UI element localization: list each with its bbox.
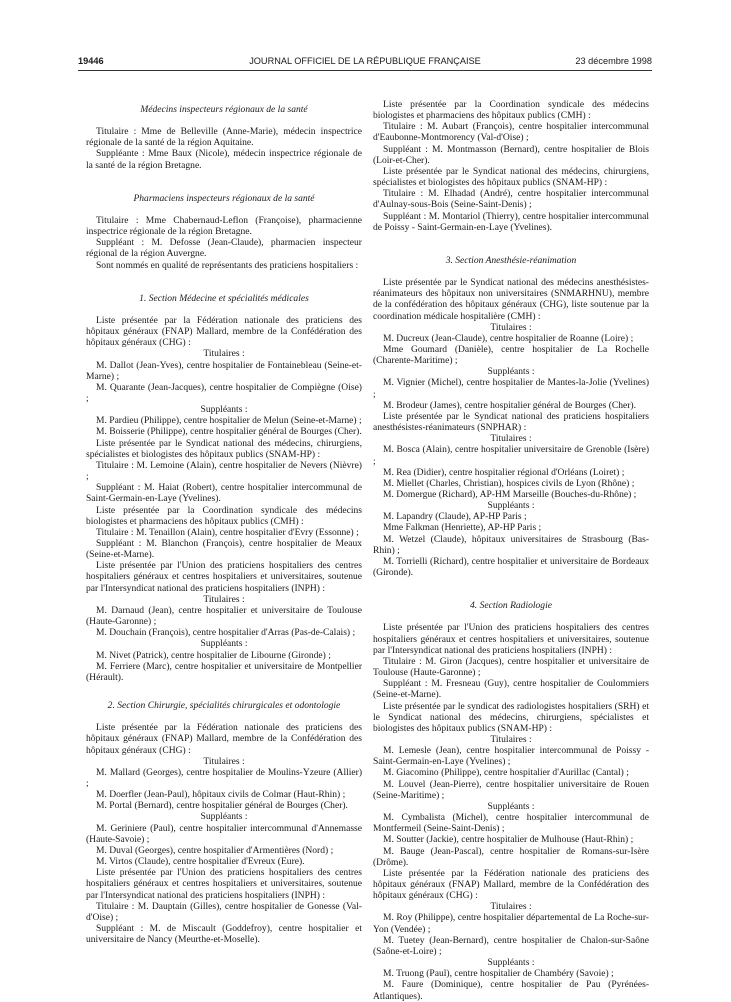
paragraph: Suppléant : M. Haiat (Robert), centre hospitalier intercommunal de Saint-Germain-en-Laye (Yvelines). [86, 482, 362, 505]
paragraph: M. Darnaud (Jean), centre hospitalier et universitaire de Toulouse (Haute-Garonne) ; [86, 604, 362, 628]
left-column [86, 104, 362, 945]
paragraph: M. Lapandry (Claude), AP-HP Paris ; [383, 511, 527, 523]
paragraph: M. Rea (Didier), centre hospitalier régional d'Orléans (Loiret) ; [383, 466, 625, 478]
section-heading: 4. Section Radiologie [470, 600, 552, 612]
header-rule [78, 70, 652, 71]
paragraph: M. Giacomino (Philippe), centre hospitalier d'Aurillac (Cantal) ; [383, 767, 629, 779]
subheading: Suppléants : [487, 500, 535, 512]
paragraph: Liste présentée par le Syndicat national des médecins, chirurgiens, spécialistes et biologistes des hôpitaux publics (SNAM-HP) : [373, 165, 649, 189]
paragraph: Liste présentée par l'Union des praticiens hospitaliers des centres hospitaliers généraux et centres hospitaliers et universitaires, soutenue par l'Intersyndicat national des praticiens hospitaliers (INPH) : [373, 622, 649, 656]
paragraph: Sont nommés en qualité de représentants des praticiens hospitaliers : [96, 259, 359, 271]
paragraph: M. Bauge (Jean-Pascal), centre hospitalier de Romans-sur-Isère (Drôme). [373, 845, 649, 868]
subheading: Titulaires : [203, 348, 245, 360]
issue-date: 23 décembre 1998 [575, 56, 652, 66]
paragraph: Titulaire : M. Dauptain (Gilles), centre hospitalier de Gonesse (Val-d'Oise) ; [86, 900, 362, 923]
subheading: Suppléants : [200, 638, 248, 650]
paragraph: Titulaire : Mme Chabernaud-Leflon (Françoise), pharmacienne inspectrice régionale de la région Bretagne. [86, 214, 362, 238]
paragraph: M. Louvel (Jean-Pierre), centre hospitalier universitaire de Rouen (Seine-Maritime) ; [373, 778, 649, 801]
paragraph: Suppléant : M. Montariol (Thierry), centre hospitalier intercommunal de Poissy - Saint-Germain-en-Laye (Yvelines). [373, 210, 649, 233]
paragraph: M. Pardieu (Philippe), centre hospitalier de Melun (Seine-et-Marne) ; [96, 415, 362, 427]
section-heading: 1. Section Médecine et spécialités médicales [139, 292, 309, 304]
paragraph: M. Virtos (Claude), centre hospitalier d'Evreux (Eure). [96, 856, 305, 868]
subheading: Suppléants : [200, 404, 248, 416]
paragraph: M. Dallot (Jean-Yves), centre hospitalier de Fontainebleau (Seine-et-Marne) ; [86, 359, 362, 382]
paragraph: M. Mallard (Georges), centre hospitalier de Moulins-Yzeure (Allier) ; [86, 766, 362, 789]
paragraph: Suppléant : M. Montmasson (Bernard), centre hospitalier de Blois (Loir-et-Cher). [373, 143, 649, 166]
paragraph: M. Miellet (Charles, Christian), hospices civils de Lyon (Rhône) ; [383, 477, 635, 489]
paragraph: M. Ferriere (Marc), centre hospitalier et universitaire de Montpellier (Hérault). [86, 660, 362, 683]
paragraph: Liste présentée par le Syndicat national des médecins anesthésistes-réanimateurs des hôpitaux non universitaires (SNMARHNU), membre de la confédération des hôpitaux généraux (CHG), liste soutenue par la coordination médicale hospitalière (CMH) : [373, 277, 649, 322]
paragraph: M. Doerfler (Jean-Paul), hôpitaux civils de Colmar (Haut-Rhin) ; [96, 789, 346, 801]
paragraph: M. Lemesle (Jean), centre hospitalier intercommunal de Poissy - Saint-Germain-en-Laye (Yvelines) ; [373, 745, 649, 768]
subheading: Titulaires : [490, 733, 532, 745]
subheading: Suppléants : [487, 800, 535, 812]
paragraph: Liste présentée par la Coordination syndicale des médecins biologistes et pharmaciens des hôpitaux publics (CMH) : [373, 99, 649, 122]
paragraph: M. Geriniere (Paul), centre hospitalier intercommunal d'Annemasse (Haute-Savoie) ; [86, 822, 362, 845]
paragraph: M. Nivet (Patrick), centre hospitalier de Libourne (Gironde) ; [96, 649, 331, 661]
journal-title: JOURNAL OFFICIEL DE LA RÉPUBLIQUE FRANÇAISE [249, 56, 481, 66]
paragraph: Liste présentée par la Coordination syndicale des médecins biologistes et pharmaciens des hôpitaux publics (CMH) : [86, 504, 362, 527]
section-heading: Médecins inspecteurs régionaux de la santé [140, 104, 308, 115]
paragraph: Suppléant : M. Blanchon (François), centre hospitalier de Meaux (Seine-et-Marne). [86, 538, 362, 561]
paragraph: M. Faure (Dominique), centre hospitalier de Pau (Pyrénées-Atlantiques). [373, 979, 649, 1002]
paragraph: M. Torrielli (Richard), centre hospitalier et universitaire de Bordeaux (Gironde). [373, 555, 649, 579]
paragraph: M. Quarante (Jean-Jacques), centre hospitalier de Compiègne (Oise) ; [86, 381, 362, 404]
paragraph: Titulaire : M. Tenaillon (Alain), centre hospitalier d'Evry (Essonne) ; [96, 526, 359, 538]
paragraph: M. Tuetey (Jean-Bernard), centre hospitalier de Chalon-sur-Saône (Saône-et-Loire) ; [373, 934, 649, 957]
subheading: Suppléants : [487, 957, 535, 969]
paragraph: M. Roy (Philippe), centre hospitalier départemental de La Roche-sur-Yon (Vendée) ; [373, 912, 649, 935]
paragraph: Titulaire : M. Lemoine (Alain), centre hospitalier de Nevers (Nièvre) ; [86, 459, 362, 483]
subheading: Titulaires : [203, 755, 245, 767]
paragraph: M. Duval (Georges), centre hospitalier d'Armentières (Nord) ; [96, 844, 334, 856]
paragraph: Suppléant : M. Defosse (Jean-Claude), pharmacien inspecteur régional de la région Auvergne. [86, 237, 362, 260]
paragraph: Liste présentée par l'Union des praticiens hospitaliers des centres hospitaliers généraux et centres hospitaliers et universitaires, soutenue par l'Intersyndicat national des praticiens hospitaliers (INPH) : [86, 560, 362, 594]
paragraph: M. Ducreux (Jean-Claude), centre hospitalier de Roanne (Loire) ; [383, 332, 634, 344]
paragraph: Liste présentée par la Fédération nationale des praticiens des hôpitaux généraux (FNAP) Mallard, membre de la Confédération des hôpitaux généraux (CHG) : [86, 722, 362, 756]
paragraph: Suppléant : M. de Miscault (Goddefroy), centre hospitalier et universitaire de Nancy (Meurthe-et-Moselle). [86, 923, 362, 946]
paragraph: Liste présentée par le syndicat des radiologistes hospitaliers (SRH) et le Syndicat national des médecins, chirurgiens, spécialistes et biologistes des hôpitaux publics (SNAM-HP) : [373, 700, 649, 734]
section-heading: 3. Section Anesthésie-réanimation [445, 254, 577, 266]
paragraph: Liste présentée par le Syndicat national des praticiens hospitaliers anesthésistes-réanimateurs (SNPHAR) : [373, 410, 649, 434]
right-column [373, 99, 649, 1002]
paragraph: Titulaire : M. Aubart (François), centre hospitalier intercommunal d'Eaubonne-Montmorency (Val-d'Oise) ; [373, 121, 649, 144]
paragraph: Liste présentée par le Syndicat national des médecins, chirurgiens, spécialistes et biologistes des hôpitaux publics (SNAM-HP) : [86, 437, 362, 460]
paragraph: Mme Falkman (Henriette), AP-HP Paris ; [383, 522, 542, 534]
paragraph: Liste présentée par l'Union des praticiens hospitaliers des centres hospitaliers généraux et centres hospitaliers et universitaires, soutenue par l'Intersyndicat national des praticiens hospitaliers (INPH) : [86, 867, 362, 901]
paragraph: M. Brodeur (James), centre hospitalier général de Bourges (Cher). [383, 399, 636, 411]
paragraph: M. Wetzel (Claude), hôpitaux universitaires de Strasbourg (Bas-Rhin) ; [373, 533, 649, 556]
paragraph: Titulaire : M. Elhadad (André), centre hospitalier intercommunal d'Aulnay-sous-Bois (Seine-Saint-Denis) ; [373, 188, 649, 211]
section-heading: 2. Section Chirurgie, spécialités chirurgicales et odontologie [107, 700, 341, 712]
paragraph: M. Truong (Paul), centre hospitalier de Chambéry (Savoie) ; [383, 968, 614, 980]
paragraph: M. Portal (Bernard), centre hospitalier général de Bourges (Cher). [96, 800, 348, 812]
section-heading: Pharmaciens inspecteurs régionaux de la santé [133, 192, 315, 204]
page-header [78, 56, 652, 70]
paragraph: Liste présentée par la Fédération nationale des praticiens des hôpitaux généraux (FNAP) Mallard, membre de la Confédération des hôpitaux généraux (CHG) : [86, 314, 362, 349]
paragraph: M. Douchain (François), centre hospitalier d'Arras (Pas-de-Calais) ; [96, 627, 356, 639]
page-number: 19446 [78, 56, 104, 66]
paragraph: M. Cymbalista (Michel), centre hospitalier intercommunal de Montfermeil (Seine-Saint-Denis) ; [373, 812, 649, 835]
paragraph: Suppléant : M. Fresneau (Guy), centre hospitalier de Coulommiers (Seine-et-Marne). [373, 678, 649, 701]
paragraph: M. Boisserie (Philippe), centre hospitalier général de Bourges (Cher). [96, 426, 362, 438]
paragraph: M. Vignier (Michel), centre hospitalier de Mantes-la-Jolie (Yvelines) ; [373, 377, 649, 400]
paragraph: Suppléante : Mme Baux (Nicole), médecin inspectrice régionale de la santé de la région Bretagne. [86, 148, 362, 171]
paragraph: M. Bosca (Alain), centre hospitalier universitaire de Grenoble (Isère) ; [373, 444, 649, 467]
subheading: Suppléants : [200, 811, 248, 823]
paragraph: Liste présentée par la Fédération nationale des praticiens des hôpitaux généraux (FNAP) Mallard, membre de la Confédération des hôpitaux généraux (CHG) : [373, 867, 649, 902]
subheading: Titulaires : [203, 593, 245, 605]
subheading: Suppléants : [487, 366, 535, 378]
subheading: Titulaires : [490, 901, 532, 913]
paragraph: Mme Goumard (Danièle), centre hospitalier de La Rochelle (Charente-Maritime) ; [373, 343, 649, 367]
paragraph: M. Domergue (Richard), AP-HM Marseille (Bouches-du-Rhône) ; [383, 489, 637, 500]
paragraph: Titulaire : Mme de Belleville (Anne-Marie), médecin inspectrice régionale de la santé de la région Aquitaine. [86, 126, 362, 149]
paragraph: Titulaire : M. Giron (Jacques), centre hospitalier et universitaire de Toulouse (Haute-Garonne) ; [373, 655, 649, 679]
paragraph: M. Soutter (Jackie), centre hospitalier de Mulhouse (Haut-Rhin) ; [383, 834, 634, 846]
subheading: Titulaires : [490, 321, 532, 333]
subheading: Titulaires : [490, 433, 532, 445]
